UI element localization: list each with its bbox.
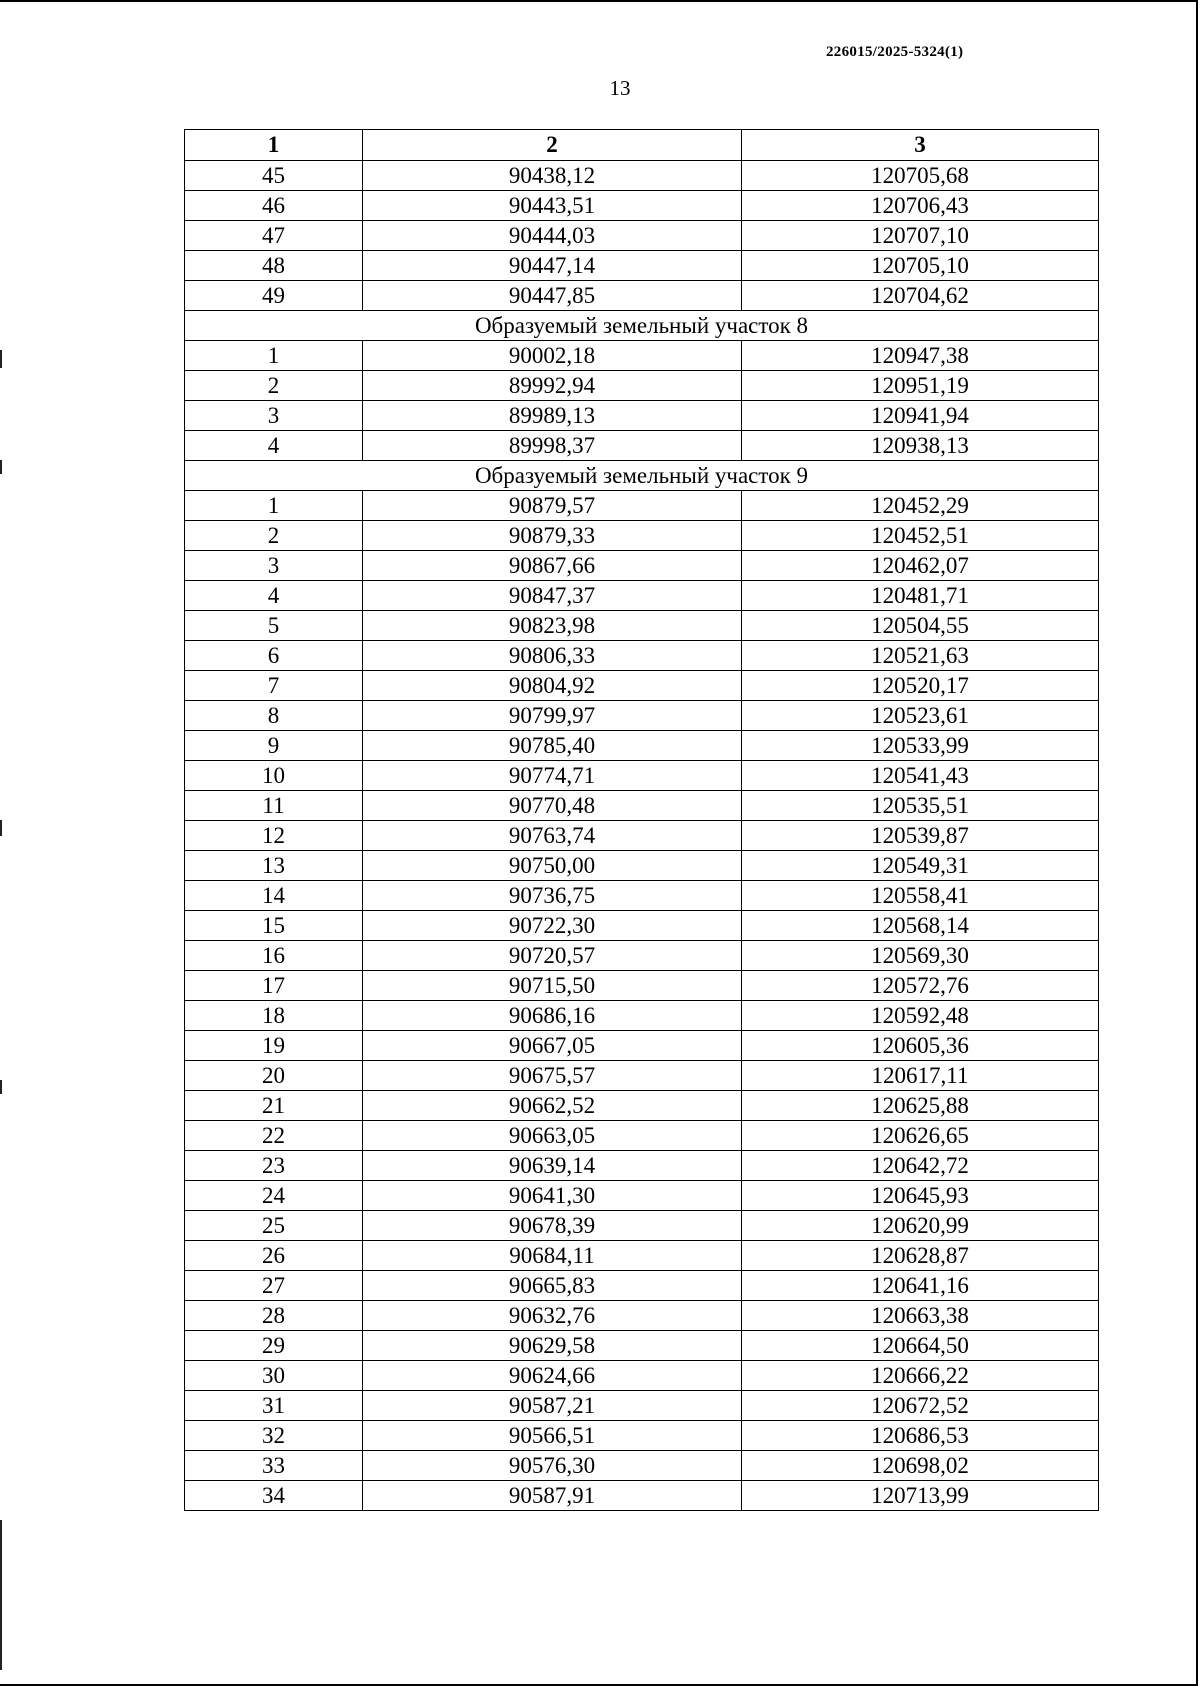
point-number-cell: 3 (185, 401, 363, 431)
y-coordinate-cell: 120951,19 (742, 371, 1099, 401)
section-heading-row (185, 311, 1099, 341)
x-coordinate-cell: 89989,13 (363, 401, 742, 431)
x-coordinate-cell: 90686,16 (363, 1001, 742, 1031)
table-row (185, 1061, 1099, 1091)
y-coordinate-cell: 120592,48 (742, 1001, 1099, 1031)
point-number-cell: 4 (185, 431, 363, 461)
y-coordinate-cell: 120713,99 (742, 1481, 1099, 1511)
y-coordinate-cell: 120605,36 (742, 1031, 1099, 1061)
y-coordinate-cell: 120462,07 (742, 551, 1099, 581)
point-number-cell: 6 (185, 641, 363, 671)
x-coordinate-cell: 90444,03 (363, 221, 742, 251)
x-coordinate-cell: 90715,50 (363, 971, 742, 1001)
table-row (185, 1031, 1099, 1061)
y-coordinate-cell: 120704,62 (742, 281, 1099, 311)
y-coordinate-cell: 120705,10 (742, 251, 1099, 281)
x-coordinate-cell: 90587,91 (363, 1481, 742, 1511)
table-row (185, 521, 1099, 551)
y-coordinate-cell: 120625,88 (742, 1091, 1099, 1121)
table-row (185, 1001, 1099, 1031)
x-coordinate-cell: 90799,97 (363, 701, 742, 731)
table-row (185, 551, 1099, 581)
y-coordinate-cell: 120452,51 (742, 521, 1099, 551)
x-coordinate-cell: 90576,30 (363, 1451, 742, 1481)
point-number-cell: 31 (185, 1391, 363, 1421)
column-header-x: 2 (363, 130, 742, 161)
table-row (185, 1241, 1099, 1271)
table-row (185, 611, 1099, 641)
x-coordinate-cell: 90639,14 (363, 1151, 742, 1181)
y-coordinate-cell: 120672,52 (742, 1391, 1099, 1421)
table-row (185, 1451, 1099, 1481)
y-coordinate-cell: 120523,61 (742, 701, 1099, 731)
table-row (185, 1271, 1099, 1301)
column-header-number: 1 (185, 130, 363, 161)
point-number-cell: 22 (185, 1121, 363, 1151)
point-number-cell: 19 (185, 1031, 363, 1061)
x-coordinate-cell: 90447,85 (363, 281, 742, 311)
y-coordinate-cell: 120706,43 (742, 191, 1099, 221)
y-coordinate-cell: 120617,11 (742, 1061, 1099, 1091)
table-row (185, 1361, 1099, 1391)
point-number-cell: 16 (185, 941, 363, 971)
point-number-cell: 8 (185, 701, 363, 731)
scan-edge-marks (0, 0, 2, 1686)
table-row (185, 1391, 1099, 1421)
point-number-cell: 11 (185, 791, 363, 821)
y-coordinate-cell: 120504,55 (742, 611, 1099, 641)
table-row (185, 491, 1099, 521)
table-row (185, 1091, 1099, 1121)
y-coordinate-cell: 120481,71 (742, 581, 1099, 611)
x-coordinate-cell: 89998,37 (363, 431, 742, 461)
x-coordinate-cell: 90566,51 (363, 1421, 742, 1451)
x-coordinate-cell: 90722,30 (363, 911, 742, 941)
table-row (185, 221, 1099, 251)
y-coordinate-cell: 120664,50 (742, 1331, 1099, 1361)
x-coordinate-cell: 90675,57 (363, 1061, 742, 1091)
point-number-cell: 46 (185, 191, 363, 221)
point-number-cell: 15 (185, 911, 363, 941)
point-number-cell: 45 (185, 161, 363, 191)
x-coordinate-cell: 90641,30 (363, 1181, 742, 1211)
x-coordinate-cell: 90785,40 (363, 731, 742, 761)
table-row (185, 1121, 1099, 1151)
point-number-cell: 27 (185, 1271, 363, 1301)
point-number-cell: 3 (185, 551, 363, 581)
y-coordinate-cell: 120698,02 (742, 1451, 1099, 1481)
y-coordinate-cell: 120452,29 (742, 491, 1099, 521)
y-coordinate-cell: 120539,87 (742, 821, 1099, 851)
x-coordinate-cell: 90624,66 (363, 1361, 742, 1391)
table-row (185, 911, 1099, 941)
point-number-cell: 26 (185, 1241, 363, 1271)
y-coordinate-cell: 120558,41 (742, 881, 1099, 911)
y-coordinate-cell: 120645,93 (742, 1181, 1099, 1211)
point-number-cell: 18 (185, 1001, 363, 1031)
y-coordinate-cell: 120686,53 (742, 1421, 1099, 1451)
point-number-cell: 13 (185, 851, 363, 881)
point-number-cell: 2 (185, 371, 363, 401)
x-coordinate-cell: 90804,92 (363, 671, 742, 701)
point-number-cell: 12 (185, 821, 363, 851)
x-coordinate-cell: 90770,48 (363, 791, 742, 821)
point-number-cell: 7 (185, 671, 363, 701)
table-row (185, 641, 1099, 671)
y-coordinate-cell: 120628,87 (742, 1241, 1099, 1271)
y-coordinate-cell: 120707,10 (742, 221, 1099, 251)
x-coordinate-cell: 90443,51 (363, 191, 742, 221)
x-coordinate-cell: 90736,75 (363, 881, 742, 911)
y-coordinate-cell: 120641,16 (742, 1271, 1099, 1301)
table-row (185, 341, 1099, 371)
point-number-cell: 4 (185, 581, 363, 611)
y-coordinate-cell: 120666,22 (742, 1361, 1099, 1391)
y-coordinate-cell: 120569,30 (742, 941, 1099, 971)
x-coordinate-cell: 90667,05 (363, 1031, 742, 1061)
y-coordinate-cell: 120642,72 (742, 1151, 1099, 1181)
coordinates-table (184, 129, 1099, 1511)
point-number-cell: 21 (185, 1091, 363, 1121)
y-coordinate-cell: 120521,63 (742, 641, 1099, 671)
table-row (185, 281, 1099, 311)
point-number-cell: 17 (185, 971, 363, 1001)
y-coordinate-cell: 120941,94 (742, 401, 1099, 431)
table-row (185, 761, 1099, 791)
y-coordinate-cell: 120572,76 (742, 971, 1099, 1001)
y-coordinate-cell: 120938,13 (742, 431, 1099, 461)
table-row (185, 371, 1099, 401)
x-coordinate-cell: 90438,12 (363, 161, 742, 191)
table-row (185, 821, 1099, 851)
table-row (185, 1331, 1099, 1361)
y-coordinate-cell: 120533,99 (742, 731, 1099, 761)
x-coordinate-cell: 90665,83 (363, 1271, 742, 1301)
section-heading-row (185, 461, 1099, 491)
point-number-cell: 24 (185, 1181, 363, 1211)
point-number-cell: 34 (185, 1481, 363, 1511)
table-row (185, 431, 1099, 461)
point-number-cell: 48 (185, 251, 363, 281)
point-number-cell: 2 (185, 521, 363, 551)
point-number-cell: 47 (185, 221, 363, 251)
table-row (185, 191, 1099, 221)
y-coordinate-cell: 120541,43 (742, 761, 1099, 791)
table-row (185, 581, 1099, 611)
x-coordinate-cell: 90629,58 (363, 1331, 742, 1361)
table-row (185, 401, 1099, 431)
x-coordinate-cell: 90587,21 (363, 1391, 742, 1421)
table-row (185, 1211, 1099, 1241)
y-coordinate-cell: 120663,38 (742, 1301, 1099, 1331)
y-coordinate-cell: 120535,51 (742, 791, 1099, 821)
point-number-cell: 9 (185, 731, 363, 761)
column-header-y: 3 (742, 130, 1099, 161)
table-row (185, 671, 1099, 701)
table-row (185, 1181, 1099, 1211)
point-number-cell: 33 (185, 1451, 363, 1481)
point-number-cell: 28 (185, 1301, 363, 1331)
table-row (185, 941, 1099, 971)
y-coordinate-cell: 120705,68 (742, 161, 1099, 191)
x-coordinate-cell: 90806,33 (363, 641, 742, 671)
x-coordinate-cell: 90720,57 (363, 941, 742, 971)
point-number-cell: 30 (185, 1361, 363, 1391)
x-coordinate-cell: 90867,66 (363, 551, 742, 581)
x-coordinate-cell: 90447,14 (363, 251, 742, 281)
page-number: 13 (609, 76, 631, 100)
x-coordinate-cell: 89992,94 (363, 371, 742, 401)
x-coordinate-cell: 90002,18 (363, 341, 742, 371)
point-number-cell: 1 (185, 341, 363, 371)
y-coordinate-cell: 120626,65 (742, 1121, 1099, 1151)
x-coordinate-cell: 90763,74 (363, 821, 742, 851)
section-title: Образуемый земельный участок 9 (185, 461, 1099, 491)
point-number-cell: 49 (185, 281, 363, 311)
point-number-cell: 32 (185, 1421, 363, 1451)
x-coordinate-cell: 90662,52 (363, 1091, 742, 1121)
x-coordinate-cell: 90663,05 (363, 1121, 742, 1151)
point-number-cell: 25 (185, 1211, 363, 1241)
y-coordinate-cell: 120520,17 (742, 671, 1099, 701)
x-coordinate-cell: 90632,76 (363, 1301, 742, 1331)
table-row (185, 1421, 1099, 1451)
x-coordinate-cell: 90879,33 (363, 521, 742, 551)
table-row (185, 1151, 1099, 1181)
point-number-cell: 29 (185, 1331, 363, 1361)
table-row (185, 1481, 1099, 1511)
table-row (185, 251, 1099, 281)
point-number-cell: 10 (185, 761, 363, 791)
section-title: Образуемый земельный участок 8 (185, 311, 1099, 341)
point-number-cell: 1 (185, 491, 363, 521)
table-row (185, 971, 1099, 1001)
y-coordinate-cell: 120549,31 (742, 851, 1099, 881)
x-coordinate-cell: 90750,00 (363, 851, 742, 881)
y-coordinate-cell: 120568,14 (742, 911, 1099, 941)
point-number-cell: 20 (185, 1061, 363, 1091)
x-coordinate-cell: 90774,71 (363, 761, 742, 791)
table-header-row (185, 130, 1099, 161)
table-row (185, 161, 1099, 191)
table-row (185, 701, 1099, 731)
table-row (185, 1301, 1099, 1331)
point-number-cell: 23 (185, 1151, 363, 1181)
x-coordinate-cell: 90879,57 (363, 491, 742, 521)
x-coordinate-cell: 90823,98 (363, 611, 742, 641)
table-row (185, 731, 1099, 761)
point-number-cell: 5 (185, 611, 363, 641)
x-coordinate-cell: 90847,37 (363, 581, 742, 611)
point-number-cell: 14 (185, 881, 363, 911)
table-row (185, 851, 1099, 881)
x-coordinate-cell: 90684,11 (363, 1241, 742, 1271)
x-coordinate-cell: 90678,39 (363, 1211, 742, 1241)
table-row (185, 791, 1099, 821)
document-number: 226015/2025-5324(1) (826, 44, 964, 60)
y-coordinate-cell: 120947,38 (742, 341, 1099, 371)
table-row (185, 881, 1099, 911)
y-coordinate-cell: 120620,99 (742, 1211, 1099, 1241)
